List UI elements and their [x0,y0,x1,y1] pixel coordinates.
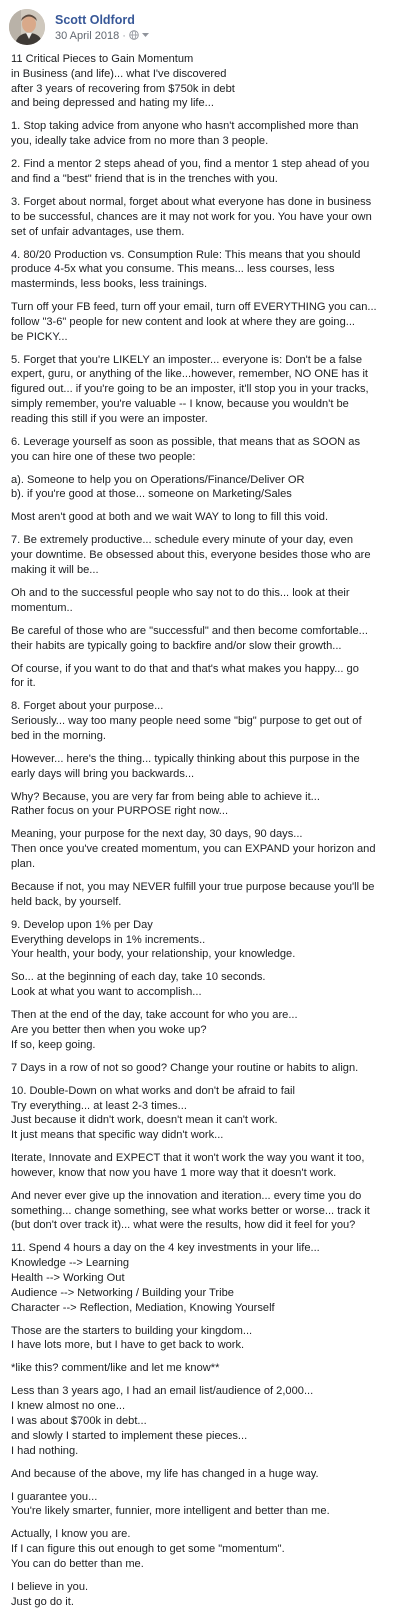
post-text-line: bed in the morning. [11,729,106,742]
post-paragraph [11,586,411,616]
post-text-line: 10. Double-Down on what works and don't be afraid to fail [11,1084,295,1097]
post-text-line: set of unfair advantages, use them. [11,225,185,238]
post-text-line: produce 4-5x what you consume. This means... less courses, less [11,263,335,276]
post-text-line: Then once you've created momentum, you can EXPAND your horizon and [11,843,376,856]
post-paragraph [11,1241,411,1315]
author-name[interactable]: Scott Oldford [55,13,135,27]
post-text-line: Rather focus on your PURPOSE right now... [11,805,229,818]
post-paragraph [11,435,411,465]
post-text-line: I was about $700k in debt... [11,1415,147,1427]
post-text-line: their habits are typically going to backfire and/or slow their growth... [11,639,342,652]
post-paragraph [11,1467,411,1482]
post-text-line: reading this still if you were an imposter. [11,412,208,425]
post-paragraph [11,880,411,910]
post-paragraph [11,790,411,820]
post-paragraph [11,353,411,427]
post-paragraph [11,1490,411,1520]
post-paragraph [11,157,411,187]
post-meta [55,30,149,42]
post-text-line: Actually, I know you are. [11,1528,131,1541]
post-text-line: Knowledge --> Learning [11,1257,130,1270]
post-text-line: 4. 80/20 Production vs. Consumption Rule: This means that you should [11,248,361,261]
post-text-line: If so, keep going. [11,1038,96,1051]
avatar-photo [9,9,45,45]
post-text-line: Of course, if you want to do that and that's what makes you happy... go [11,662,359,675]
post-paragraph [11,752,411,782]
post-paragraph [11,473,411,503]
post-text-line: 1. Stop taking advice from anyone who hasn't accomplished more than [11,120,359,133]
post-text-line: your downtime. Be obsessed about this, everyone besides those who are [11,549,371,562]
post-paragraph [11,1084,411,1143]
post-text-line: Seriously... way too many people need some "big" purpose to get out of [11,715,362,728]
post-text-line: So... at the beginning of each day, take 10 seconds. [11,971,266,984]
post-text-line: 11 Critical Pieces to Gain Momentum [11,53,194,65]
post-paragraph [11,1527,411,1571]
post-body [11,52,411,1618]
post-text-line: you, ideally take advice from no more than 3 people. [11,135,269,148]
post-text-line: Less than 3 years ago, I had an email list/audience of 2,000... [11,1385,314,1398]
post-text-line: *like this? comment/like and let me know** [11,1362,220,1375]
post-text-line: Look at what you want to accomplish... [11,986,202,999]
post-paragraph [11,119,411,149]
post-text-line: Those are the starters to building your kingdom... [11,1324,253,1337]
post-text-line: 6. Leverage yourself as soon as possible, that means that as SOON as [11,435,361,448]
post-paragraph [11,1189,411,1233]
post-paragraph [11,827,411,871]
post-paragraph [11,662,411,692]
post-text-line: (but don't over track it)... what were the results, how did it feel for you? [11,1219,356,1232]
post-text-line: early days will bring you backwards... [11,767,195,780]
post-text-line: held back, by yourself. [11,895,122,908]
post-date[interactable]: 30 April 2018 [55,30,120,42]
post-text-line: however, know that now you have 1 more way that it doesn't work. [11,1166,337,1179]
post-text-line: 11. Spend 4 hours a day on the 4 key investments in your life... [11,1242,320,1255]
post-paragraph [11,300,411,344]
post-text-line: Are you better then when you woke up? [11,1023,207,1036]
post-paragraph [11,970,411,1000]
post-paragraph [11,1384,411,1458]
post-text-line: Everything develops in 1% increments.. [11,933,206,946]
post-text-line: simply remember, you're valuable -- I know, because you wouldn't be [11,398,349,411]
post-text-line: Iterate, Innovate and EXPECT that it won't work the way you want it too, [11,1152,365,1165]
post-text-line: Turn off your FB feed, turn off your email, turn off EVERYTHING you can... [11,301,377,314]
post-text-line: follow "3-6" people for new content and look at where they are going... [11,315,355,328]
post-text-line: 8. Forget about your purpose... [11,700,164,713]
meta-separator: · [122,30,126,42]
post-text-line: expert, guru, or anything of the like...however, remember, NO ONE has it [11,368,369,381]
post-text-line: 7 Days in a row of not so good? Change your routine or habits to align. [11,1061,359,1074]
post-text-line: after 3 years of recovering from $750k in debt [11,82,235,95]
post-text-line: Then at the end of the day, take account for who you are... [11,1009,298,1022]
post-text-line: and find a "best" friend that is in the trenches with you. [11,172,278,185]
post-text-line: And never ever give up the innovation and iteration... every time you do [11,1189,362,1202]
post-paragraph [11,1008,411,1052]
post-text-line: Oh and to the successful people who say not to do this... look at their [11,586,350,599]
post-text-line: plan. [11,858,36,871]
post-text-line: something... change something, see what works better or worse... track it [11,1204,370,1217]
post-text-line: Be careful of those who are "successful" and then become comfortable... [11,624,368,637]
post-text-line: You can do better than me. [11,1557,144,1570]
post-text-line: However... here's the thing... typically thinking about this purpose in the [11,752,360,765]
post-paragraph [11,624,411,654]
post-text-line: I have lots more, but I have to get back to work. [11,1339,245,1352]
post-text-line: and being depressed and hating my life... [11,97,214,110]
post-text-line: for it. [11,677,36,690]
post-text-line: making it will be... [11,563,99,576]
post-text-line: masterminds, less books, less trainings. [11,278,208,291]
post-paragraph [11,248,411,292]
post-text-line: Character --> Reflection, Mediation, Knowing Yourself [11,1301,275,1314]
post-text-line: Your health, your body, your relationship, your knowledge. [11,948,296,961]
post-text-line: If I can figure this out enough to get some "momentum". [11,1543,285,1556]
post-text-line: I guarantee you... [11,1490,98,1503]
post-text-line: Because if not, you may NEVER fulfill your true purpose because you'll be [11,881,375,894]
post-text-line: Why? Because, you are very far from being able to achieve it... [11,790,320,803]
post-text-line: I believe in you. [11,1580,89,1593]
post-paragraph [11,1061,411,1076]
post-paragraph [11,533,411,577]
post-text-line: be PICKY... [11,330,68,343]
globe-icon [129,30,139,40]
post-text-line: you can hire one of these two people: [11,450,196,463]
post-text-line: 7. Be extremely productive... schedule every minute of your day, even [11,534,354,547]
post-text-line: to be successful, chances are it may not work for you. You have your own [11,210,372,223]
post-text-line: 3. Forget about normal, forget about what everyone has done in business [11,195,372,208]
post-paragraph [11,699,411,743]
post-text-line: Just go do it. [11,1595,74,1608]
post-paragraph [11,1324,411,1354]
post-text-line: figured out... if you're going to be an imposter, it'll stop you in your tracks, [11,383,369,396]
post-text-line: It just means that specific way didn't work... [11,1129,224,1142]
post-text-line: 2. Find a mentor 2 steps ahead of you, find a mentor 1 step ahead of you [11,158,370,171]
post-paragraph [11,52,411,111]
post-text-line: I knew almost no one... [11,1400,126,1413]
post-paragraph [11,1151,411,1181]
post-text-line: Meaning, your purpose for the next day, 30 days, 90 days... [11,828,303,841]
chevron-down-icon[interactable] [142,32,149,38]
post-paragraph [11,195,411,239]
post-text-line: Try everything... at least 2-3 times... [11,1099,187,1112]
post-text-line: Health --> Working Out [11,1272,125,1285]
post-text-line: and slowly I started to implement these pieces... [11,1429,248,1442]
post-paragraph [11,918,411,962]
post-text-line: 9. Develop upon 1% per Day [11,918,153,931]
post-text-line: momentum.. [11,601,73,614]
post-text-line: You're likely smarter, funnier, more intelligent and better than me. [11,1505,330,1518]
post-text-line: b). if you're good at those... someone on Marketing/Sales [11,488,292,501]
post-text-line: And because of the above, my life has changed in a huge way. [11,1467,319,1480]
post-paragraph [11,1361,411,1376]
post-text-line: Audience --> Networking / Building your Tribe [11,1286,234,1299]
post-text-line: I had nothing. [11,1444,79,1457]
post-paragraph [11,1580,411,1610]
post-paragraph [11,510,411,525]
post-text-line: Just because it didn't work, doesn't mean it can't work. [11,1114,278,1127]
post-text-line: a). Someone to help you on Operations/Finance/Deliver OR [11,473,305,486]
author-avatar[interactable] [9,9,45,45]
post-text-line: in Business (and life)... what I've discovered [11,67,227,80]
post-text-line: Most aren't good at both and we wait WAY to long to fill this void. [11,511,329,524]
post-text-line: 5. Forget that you're LIKELY an imposter... everyone is: Don't be a false [11,353,363,366]
